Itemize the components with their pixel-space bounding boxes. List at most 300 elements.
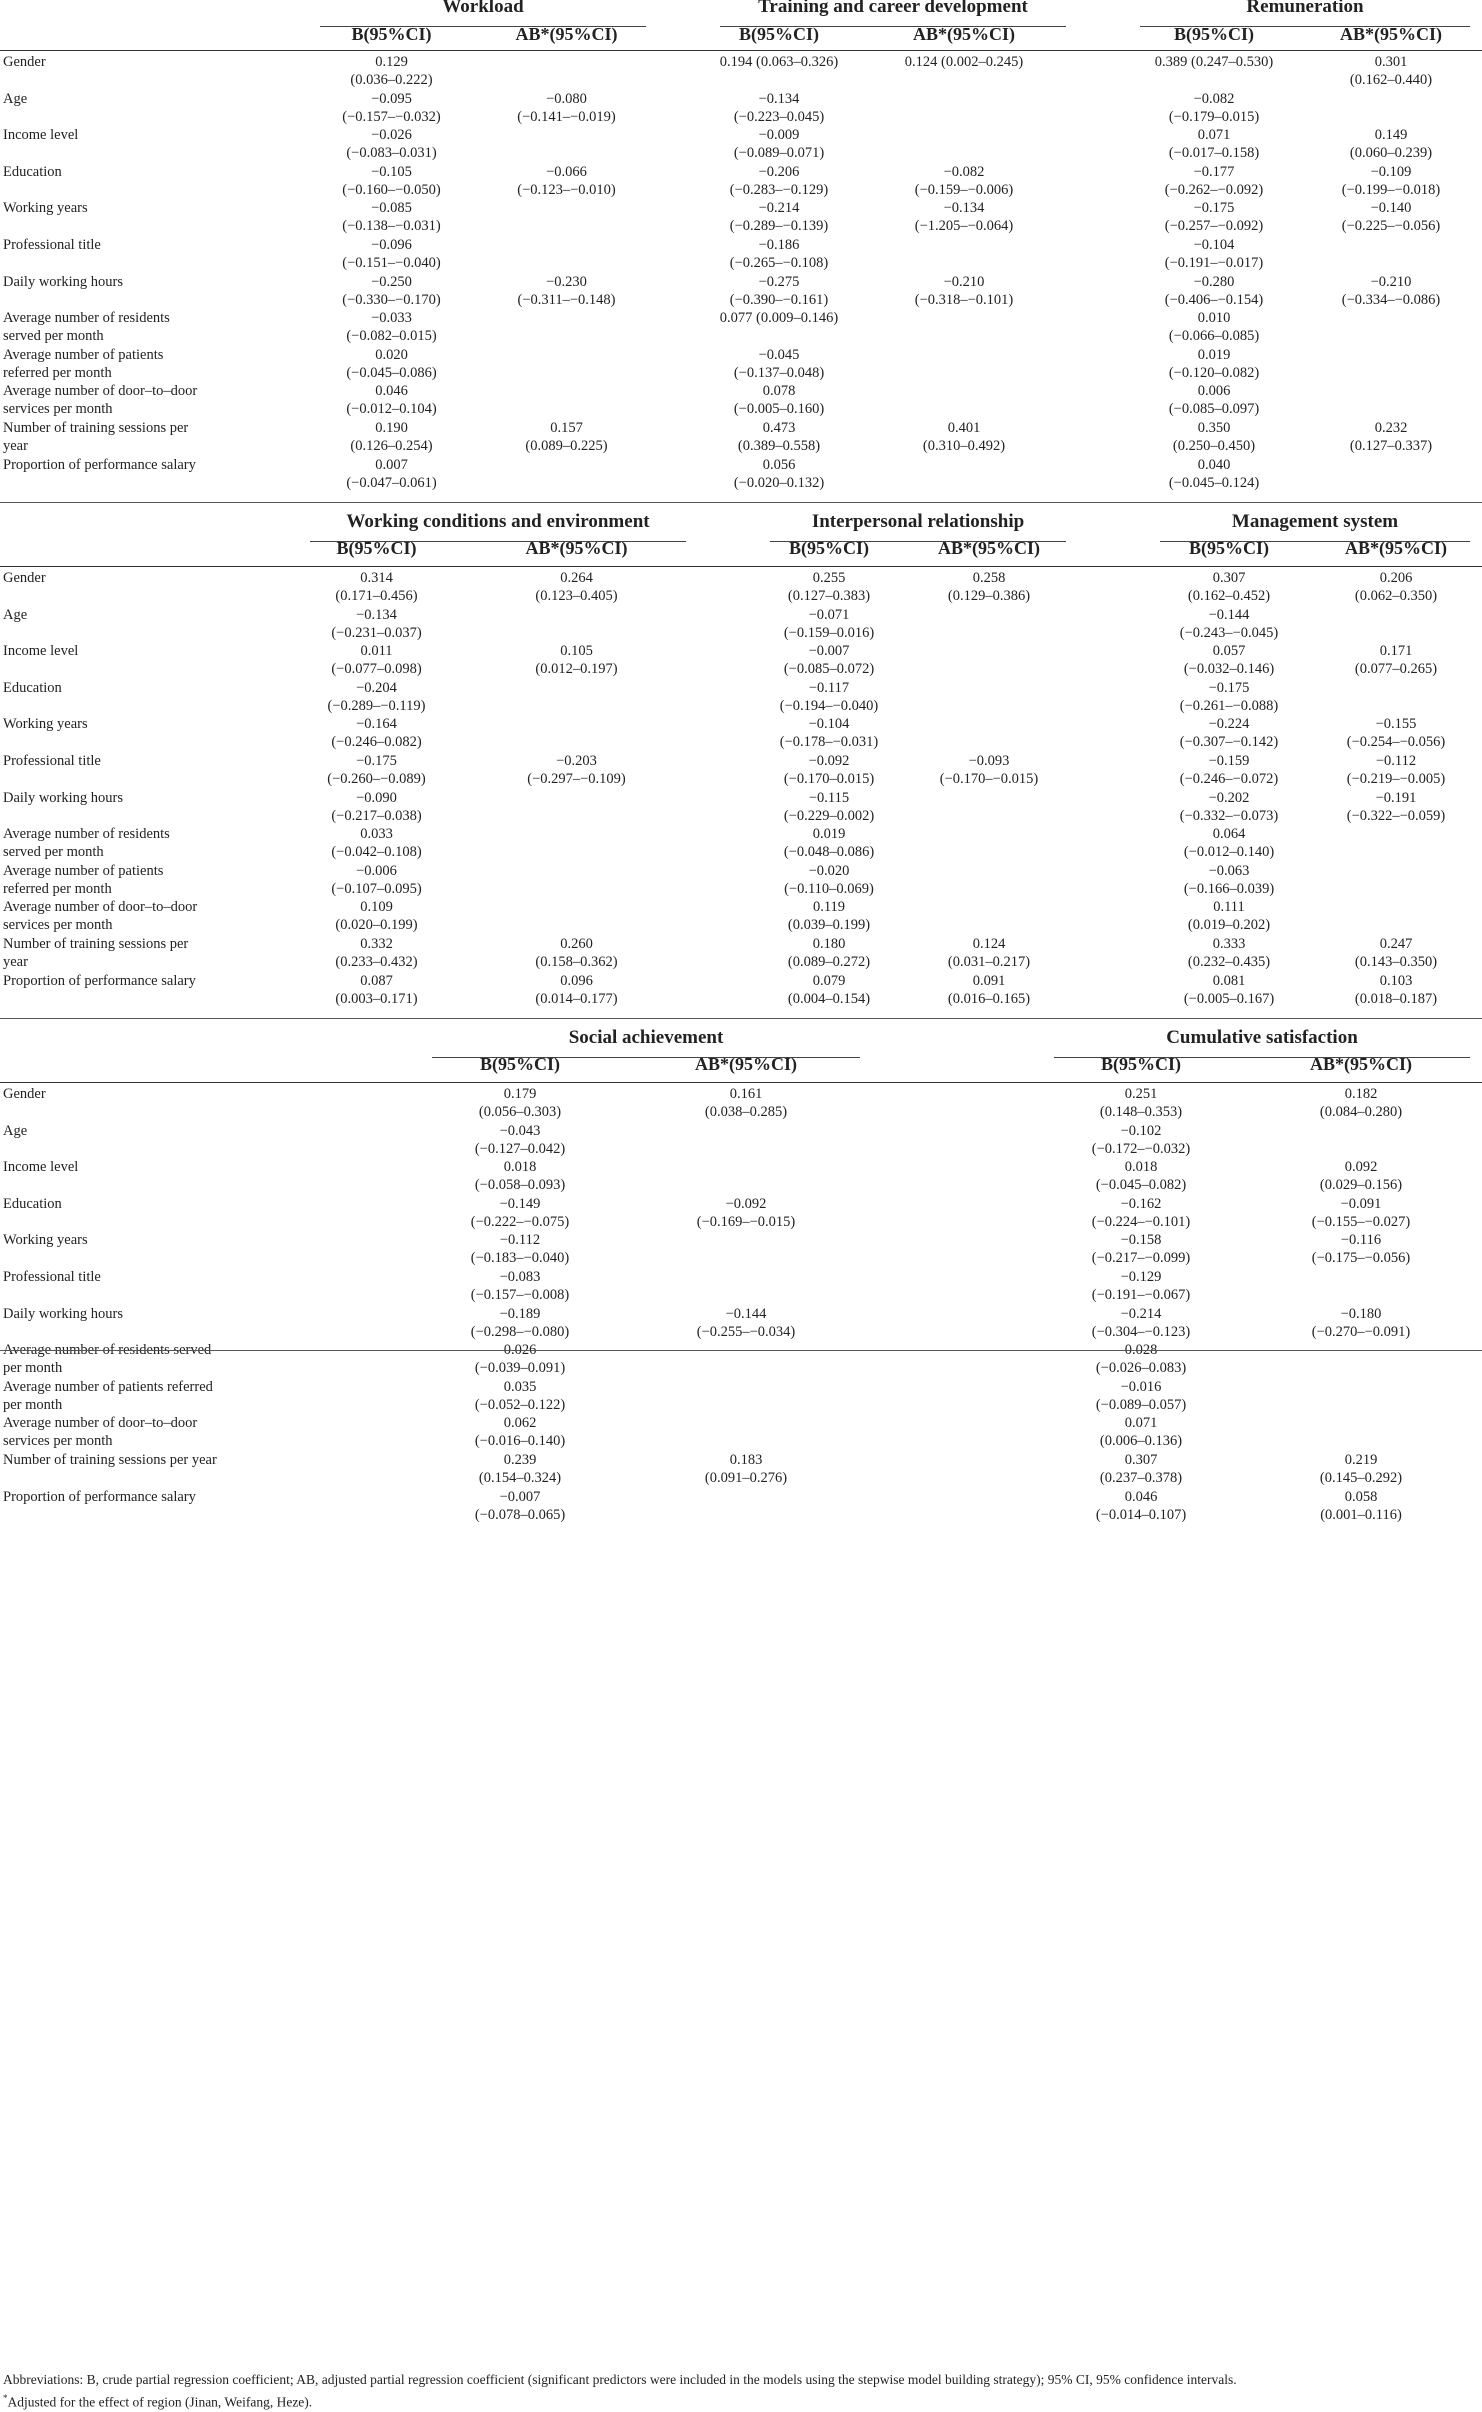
table-cell-ci: (0.123–0.405) bbox=[535, 588, 618, 604]
table-cell-ci: (−0.160–−0.050) bbox=[342, 181, 441, 198]
table-cell-estimate: −0.129 bbox=[1120, 1269, 1162, 1285]
table-cell-estimate: −0.116 bbox=[1340, 1232, 1382, 1249]
table-cell-estimate: −0.275 bbox=[758, 273, 800, 290]
table-cell-estimate: −0.063 bbox=[1208, 862, 1250, 879]
table-cell-estimate: 0.077 (0.009–0.146) bbox=[719, 310, 839, 327]
table-cell-ci: (−0.298–−0.080) bbox=[470, 1323, 570, 1340]
panel-bottom-rule bbox=[0, 1018, 1482, 1019]
table-cell-estimate: −0.149 bbox=[499, 1195, 541, 1212]
table-cell-estimate: −0.104 bbox=[808, 716, 850, 733]
table-cell-estimate: 0.046 bbox=[1124, 1488, 1158, 1505]
table-cell-estimate: 0.251 bbox=[1124, 1086, 1158, 1102]
row-label: Daily working hours bbox=[3, 273, 124, 290]
table-cell-ci: (−0.304–−0.123) bbox=[1091, 1323, 1191, 1340]
row-label: Average number of door–to–door bbox=[3, 899, 198, 916]
table-cell-ci: (−0.120–0.082) bbox=[1168, 364, 1260, 381]
table-cell-estimate: 0.071 bbox=[1124, 1415, 1158, 1432]
row-label: Income level bbox=[3, 1159, 79, 1176]
column-header-b: B(95%CI) bbox=[789, 538, 869, 558]
row-label: Working years bbox=[3, 200, 88, 217]
table-cell-ci: (0.004–0.154) bbox=[787, 990, 871, 1007]
row-label-continued: served per month bbox=[3, 328, 104, 345]
table-cell-ci: (−0.014–0.107) bbox=[1095, 1506, 1187, 1523]
row-label-continued: services per month bbox=[3, 917, 113, 934]
table-cell-estimate: 0.194 (0.063–0.326) bbox=[719, 54, 839, 70]
table-cell-estimate: −0.009 bbox=[758, 127, 800, 144]
table-cell-estimate: 0.239 bbox=[503, 1452, 537, 1468]
table-cell-estimate: 0.109 bbox=[360, 899, 393, 916]
row-label-continued: services per month bbox=[3, 401, 113, 418]
table-cell-estimate: 0.179 bbox=[503, 1086, 537, 1102]
row-label: Professional title bbox=[3, 237, 101, 253]
table-cell-ci: (0.060–0.239) bbox=[1349, 145, 1433, 162]
table-cell-ci: (0.014–0.177) bbox=[535, 990, 618, 1007]
table-cell-estimate: −0.155 bbox=[1375, 716, 1417, 733]
table-cell-ci: (0.233–0.432) bbox=[335, 954, 418, 970]
table-cell-estimate: −0.191 bbox=[1375, 789, 1417, 806]
table-cell-estimate: 0.180 bbox=[812, 936, 846, 952]
row-label: Professional title bbox=[3, 753, 101, 769]
asterisk-mark: * bbox=[3, 2393, 8, 2403]
group-title-working-conditions-and-environment: Working conditions and environment bbox=[346, 511, 650, 532]
table-cell-estimate: −0.066 bbox=[546, 163, 587, 180]
table-cell-estimate: 0.111 bbox=[1213, 899, 1245, 916]
table-cell-estimate: 0.056 bbox=[762, 456, 796, 473]
table-cell-estimate: 0.157 bbox=[550, 420, 583, 436]
row-label: Gender bbox=[3, 54, 46, 70]
table-cell-ci: (−0.191–−0.067) bbox=[1091, 1287, 1191, 1303]
table-cell-estimate: −0.020 bbox=[808, 862, 850, 879]
row-label: Age bbox=[3, 90, 28, 107]
row-label: Education bbox=[3, 163, 62, 180]
table-cell-estimate: 0.255 bbox=[812, 570, 846, 586]
table-cell-estimate: 0.078 bbox=[762, 383, 796, 400]
table-cell-estimate: 0.401 bbox=[947, 420, 981, 436]
table-cell-estimate: 0.124 bbox=[972, 936, 1006, 952]
table-cell-estimate: 0.301 bbox=[1374, 54, 1408, 70]
column-header-ab: AB*(95%CI) bbox=[1310, 1054, 1412, 1074]
table-cell-ci: (−0.246–0.082) bbox=[331, 734, 422, 751]
table-cell-estimate: 0.019 bbox=[812, 826, 846, 843]
table-cell-estimate: −0.175 bbox=[356, 753, 397, 769]
table-cell-estimate: −0.177 bbox=[1193, 163, 1235, 180]
table-cell-estimate: 0.020 bbox=[375, 346, 408, 363]
row-label: Working years bbox=[3, 716, 88, 733]
table-cell-ci: (0.389–0.558) bbox=[737, 438, 821, 454]
table-cell-ci: (−0.289–−0.119) bbox=[327, 697, 426, 714]
table-cell-estimate: 0.258 bbox=[972, 570, 1006, 586]
row-label: Average number of patients referred bbox=[3, 1378, 213, 1395]
table-cell-estimate: −0.175 bbox=[1193, 200, 1235, 217]
table-cell-ci: (0.162–0.440) bbox=[1349, 72, 1433, 88]
table-cell-ci: (−0.155–−0.027) bbox=[1311, 1213, 1411, 1230]
table-cell-estimate: 0.058 bbox=[1344, 1488, 1378, 1505]
table-cell-estimate: −0.105 bbox=[371, 163, 412, 180]
row-label: Proportion of performance salary bbox=[3, 456, 196, 473]
table-cell-ci: (−0.032–0.146) bbox=[1183, 661, 1275, 678]
group-title-social-achievement: Social achievement bbox=[568, 1027, 724, 1048]
table-cell-ci: (−0.078–0.065) bbox=[474, 1506, 566, 1523]
table-cell-estimate: −0.092 bbox=[725, 1195, 767, 1212]
abbreviations-note: Abbreviations: B, crude partial regression coefficient; AB, adjusted partial regression coefficient (significant predictors were included in the models using the stepwise model building strategy); 95% CI, 95% confidence intervals. bbox=[3, 2372, 1237, 2387]
table-cell-ci: (−0.297–−0.109) bbox=[527, 771, 626, 787]
table-cell-ci: (−0.166–0.039) bbox=[1183, 880, 1275, 897]
table-cell-estimate: −0.189 bbox=[499, 1305, 541, 1322]
table-cell-estimate: 0.190 bbox=[375, 420, 408, 436]
table-cell-estimate: −0.202 bbox=[1208, 789, 1250, 806]
table-cell-ci: (−0.045–0.086) bbox=[346, 364, 437, 381]
table-cell-estimate: 0.087 bbox=[360, 972, 393, 989]
table-cell-ci: (−0.330–−0.170) bbox=[342, 291, 441, 308]
table-cell-estimate: −0.206 bbox=[758, 163, 800, 180]
group-title-management-system: Management system bbox=[1231, 511, 1399, 532]
row-label: Number of training sessions per year bbox=[3, 1452, 217, 1468]
table-cell-estimate: 0.232 bbox=[1374, 420, 1408, 436]
table-cell-ci: (−0.045–0.082) bbox=[1095, 1177, 1187, 1194]
group-title-workload: Workload bbox=[442, 0, 524, 17]
table-cell-ci: (−0.170–−0.015) bbox=[939, 771, 1039, 787]
row-label: Professional title bbox=[3, 1269, 101, 1285]
table-cell-estimate: −0.096 bbox=[371, 237, 412, 253]
table-cell-estimate: 0.247 bbox=[1379, 936, 1413, 952]
panel-bottom-rule bbox=[0, 1350, 1482, 1351]
table-cell-ci: (0.250–0.450) bbox=[1172, 438, 1256, 454]
table-cell-estimate: 0.149 bbox=[1374, 127, 1408, 144]
table-cell-estimate: 0.103 bbox=[1379, 972, 1413, 989]
table-cell-ci: (−0.262–−0.092) bbox=[1164, 181, 1264, 198]
table-cell-ci: (−0.219–−0.005) bbox=[1346, 771, 1446, 787]
row-label: Average number of patients bbox=[3, 862, 164, 879]
table-cell-ci: (0.084–0.280) bbox=[1319, 1104, 1403, 1120]
table-cell-ci: (0.016–0.165) bbox=[947, 990, 1031, 1007]
table-cell-ci: (−0.127–0.042) bbox=[474, 1140, 566, 1157]
table-cell-estimate: 0.314 bbox=[360, 570, 393, 586]
table-cell-ci: (−0.045–0.124) bbox=[1168, 474, 1260, 491]
table-cell-estimate: 0.019 bbox=[1197, 346, 1231, 363]
table-cell-ci: (−0.178–−0.031) bbox=[779, 734, 879, 751]
table-cell-ci: (−0.243–−0.045) bbox=[1179, 624, 1279, 641]
table-cell-estimate: −0.140 bbox=[1370, 200, 1412, 217]
table-cell-ci: (0.006–0.136) bbox=[1099, 1433, 1183, 1450]
table-cell-ci: (0.089–0.272) bbox=[787, 954, 871, 970]
table-cell-estimate: −0.214 bbox=[1120, 1305, 1162, 1322]
table-cell-estimate: −0.280 bbox=[1193, 273, 1235, 290]
table-cell-ci: (−0.283–−0.129) bbox=[729, 181, 829, 198]
table-cell-estimate: −0.159 bbox=[1208, 753, 1250, 769]
table-cell-estimate: −0.117 bbox=[808, 679, 850, 696]
table-cell-ci: (0.171–0.456) bbox=[335, 588, 418, 604]
table-cell-ci: (−0.020–0.132) bbox=[733, 474, 825, 491]
table-cell-estimate: −0.134 bbox=[758, 90, 800, 107]
row-label: Age bbox=[3, 1122, 28, 1139]
table-cell-ci: (−0.012–0.104) bbox=[346, 401, 437, 418]
table-cell-estimate: −0.112 bbox=[499, 1232, 541, 1249]
table-cell-estimate: −0.043 bbox=[499, 1122, 541, 1139]
table-cell-estimate: 0.389 (0.247–0.530) bbox=[1154, 54, 1274, 70]
adjustment-text: Adjusted for the effect of region (Jinan, Weifang, Heze). bbox=[7, 2394, 313, 2410]
table-cell-estimate: 0.026 bbox=[503, 1342, 537, 1359]
group-title-remuneration: Remuneration bbox=[1246, 0, 1364, 17]
table-cell-ci: (−0.255–−0.034) bbox=[696, 1323, 796, 1340]
table-cell-estimate: −0.033 bbox=[371, 310, 412, 327]
table-cell-ci: (0.018–0.187) bbox=[1354, 990, 1438, 1007]
table-cell-ci: (0.029–0.156) bbox=[1319, 1177, 1403, 1194]
adjustment-note bbox=[3, 2389, 1473, 2412]
table-cell-ci: (−0.089–0.057) bbox=[1095, 1396, 1187, 1413]
table-cell-ci: (0.232–0.435) bbox=[1187, 954, 1271, 970]
table-cell-ci: (−0.107–0.095) bbox=[331, 880, 422, 897]
table-cell-ci: (0.162–0.452) bbox=[1187, 588, 1271, 604]
table-cell-ci: (−0.138–−0.031) bbox=[342, 218, 441, 235]
table-cell-ci: (−0.217–0.038) bbox=[331, 807, 422, 824]
table-cell-ci: (−0.257–−0.092) bbox=[1164, 218, 1264, 235]
table-cell-estimate: 0.018 bbox=[1124, 1159, 1158, 1176]
row-label: Income level bbox=[3, 127, 79, 144]
table-cell-estimate: 0.033 bbox=[360, 826, 393, 843]
table-cell-estimate: −0.214 bbox=[758, 200, 800, 217]
row-label-continued: per month bbox=[3, 1360, 63, 1377]
table-cell-ci: (−0.085–0.097) bbox=[1168, 401, 1260, 418]
table-cell-ci: (−0.077–0.098) bbox=[331, 661, 422, 678]
table-cell-estimate: −0.104 bbox=[1193, 237, 1235, 253]
table-cell-ci: (−0.191–−0.017) bbox=[1164, 255, 1264, 271]
table-cell-ci: (−0.224–−0.101) bbox=[1091, 1213, 1191, 1230]
table-cell-ci: (−0.159–−0.006) bbox=[914, 181, 1014, 198]
row-label-continued: year bbox=[3, 954, 28, 970]
table-cell-estimate: 0.171 bbox=[1379, 643, 1413, 660]
row-label-continued: referred per month bbox=[3, 364, 112, 381]
table-cell-estimate: 0.062 bbox=[503, 1415, 537, 1432]
table-cell-estimate: −0.071 bbox=[808, 606, 850, 623]
table-cell-ci: (0.158–0.362) bbox=[535, 954, 618, 970]
table-cell-ci: (0.077–0.265) bbox=[1354, 661, 1438, 678]
table-cell-ci: (−0.005–0.167) bbox=[1183, 990, 1275, 1007]
table-cell-estimate: −0.091 bbox=[1340, 1195, 1382, 1212]
table-cell-ci: (−0.151–−0.040) bbox=[342, 255, 441, 271]
table-cell-estimate: −0.134 bbox=[943, 200, 985, 217]
column-header-ab: AB*(95%CI) bbox=[525, 538, 628, 558]
table-cell-estimate: 0.332 bbox=[360, 936, 393, 952]
column-header-ab: AB*(95%CI) bbox=[913, 24, 1015, 44]
row-label: Income level bbox=[3, 643, 79, 660]
table-cell-ci: (−0.334–−0.086) bbox=[1341, 291, 1441, 308]
table-cell-ci: (−0.047–0.061) bbox=[346, 474, 437, 491]
table-cell-ci: (−0.042–0.108) bbox=[331, 844, 422, 861]
row-label: Number of training sessions per bbox=[3, 936, 189, 952]
row-label: Working years bbox=[3, 1232, 88, 1249]
column-header-b: B(95%CI) bbox=[336, 538, 417, 558]
table-cell-estimate: −0.162 bbox=[1120, 1195, 1162, 1212]
table-cell-estimate: 0.035 bbox=[503, 1378, 537, 1395]
table-cell-estimate: −0.085 bbox=[371, 200, 412, 217]
table-cell-ci: (−0.217–−0.099) bbox=[1091, 1250, 1191, 1267]
table-cell-estimate: 0.119 bbox=[812, 899, 846, 916]
table-cell-ci: (−0.265–−0.108) bbox=[729, 255, 829, 271]
row-label: Gender bbox=[3, 570, 46, 586]
column-header-b: B(95%CI) bbox=[480, 1054, 560, 1074]
row-label: Education bbox=[3, 1195, 62, 1212]
panel-bottom-rule bbox=[0, 502, 1482, 503]
table-cell-ci: (−0.026–0.083) bbox=[1095, 1360, 1187, 1377]
table-cell-ci: (0.129–0.386) bbox=[947, 588, 1031, 604]
group-title-interpersonal-relationship: Interpersonal relationship bbox=[811, 511, 1025, 532]
table-cell-estimate: 0.473 bbox=[762, 420, 796, 436]
table-cell-ci: (−1.205–−0.064) bbox=[914, 218, 1014, 235]
table-cell-estimate: 0.264 bbox=[560, 570, 593, 586]
table-cell-estimate: −0.026 bbox=[371, 127, 412, 144]
table-cell-estimate: −0.045 bbox=[758, 346, 800, 363]
table-cell-ci: (0.020–0.199) bbox=[335, 917, 418, 934]
table-cell-estimate: −0.007 bbox=[499, 1488, 541, 1505]
table-cell-ci: (−0.172–−0.032) bbox=[1091, 1140, 1191, 1157]
table-cell-estimate: −0.204 bbox=[356, 679, 397, 696]
table-cell-ci: (0.019–0.202) bbox=[1187, 917, 1271, 934]
table-cell-ci: (−0.222–−0.075) bbox=[470, 1213, 570, 1230]
table-cell-ci: (0.056–0.303) bbox=[478, 1104, 562, 1120]
table-cell-estimate: 0.124 (0.002–0.245) bbox=[904, 54, 1024, 70]
group-title-cumulative-satisfaction: Cumulative satisfaction bbox=[1166, 1027, 1358, 1048]
row-label: Proportion of performance salary bbox=[3, 1488, 196, 1505]
table-cell-ci: (0.310–0.492) bbox=[922, 438, 1006, 454]
table-cell-ci: (−0.229–0.002) bbox=[783, 807, 875, 824]
table-cell-estimate: 0.046 bbox=[375, 383, 408, 400]
table-cell-ci: (−0.332–−0.073) bbox=[1179, 807, 1279, 824]
table-cell-ci: (−0.254–−0.056) bbox=[1346, 734, 1446, 751]
table-cell-estimate: 0.010 bbox=[1197, 310, 1231, 327]
table-cell-estimate: −0.082 bbox=[1193, 90, 1235, 107]
column-header-b: B(95%CI) bbox=[1174, 24, 1254, 44]
row-label: Proportion of performance salary bbox=[3, 972, 196, 989]
column-header-ab: AB*(95%CI) bbox=[938, 538, 1040, 558]
table-cell-estimate: −0.164 bbox=[356, 716, 397, 733]
row-label: Average number of residents bbox=[3, 826, 170, 843]
row-label-continued: year bbox=[3, 438, 28, 454]
table-cell-estimate: 0.206 bbox=[1379, 570, 1413, 586]
row-label-continued: served per month bbox=[3, 844, 104, 861]
row-label: Average number of patients bbox=[3, 346, 164, 363]
table-cell-ci: (−0.083–0.031) bbox=[346, 145, 437, 162]
table-cell-ci: (−0.141–−0.019) bbox=[517, 108, 616, 125]
table-cell-ci: (0.001–0.116) bbox=[1320, 1506, 1402, 1523]
row-label: Number of training sessions per bbox=[3, 420, 189, 436]
table-cell-estimate: 0.091 bbox=[972, 972, 1006, 989]
table-cell-ci: (0.012–0.197) bbox=[535, 661, 618, 678]
table-cell-ci: (0.148–0.353) bbox=[1099, 1104, 1183, 1120]
table-cell-ci: (−0.307–−0.142) bbox=[1179, 734, 1279, 751]
table-cell-ci: (−0.137–0.048) bbox=[733, 364, 825, 381]
table-cell-ci: (0.127–0.383) bbox=[787, 588, 871, 604]
row-label-continued: referred per month bbox=[3, 880, 112, 897]
table-cell-ci: (0.143–0.350) bbox=[1354, 954, 1438, 970]
row-label: Daily working hours bbox=[3, 789, 124, 806]
table-cell-estimate: 0.219 bbox=[1344, 1452, 1378, 1468]
table-cell-estimate: 0.079 bbox=[812, 972, 846, 989]
table-cell-ci: (0.091–0.276) bbox=[704, 1470, 788, 1486]
table-cell-estimate: 0.028 bbox=[1124, 1342, 1158, 1359]
table-cell-estimate: −0.144 bbox=[725, 1305, 767, 1322]
table-cell-ci: (0.089–0.225) bbox=[525, 438, 608, 454]
table-cell-estimate: −0.095 bbox=[371, 90, 412, 107]
table-cell-estimate: 0.333 bbox=[1212, 936, 1246, 952]
table-cell-estimate: 0.183 bbox=[729, 1452, 763, 1468]
table-cell-ci: (0.036–0.222) bbox=[350, 72, 433, 88]
table-cell-ci: (−0.261–−0.088) bbox=[1179, 697, 1279, 714]
column-header-ab: AB*(95%CI) bbox=[1345, 538, 1447, 558]
table-cell-estimate: −0.083 bbox=[499, 1269, 541, 1285]
table-cell-ci: (0.003–0.171) bbox=[335, 990, 418, 1007]
table-cell-ci: (−0.157–−0.032) bbox=[342, 108, 441, 125]
table-cell-estimate: 0.307 bbox=[1124, 1452, 1158, 1468]
row-label: Average number of residents served bbox=[3, 1342, 212, 1359]
table-cell-estimate: −0.210 bbox=[1370, 273, 1412, 290]
table-cell-estimate: 0.092 bbox=[1344, 1159, 1378, 1176]
table-cell-ci: (0.038–0.285) bbox=[704, 1104, 788, 1120]
table-cell-estimate: −0.092 bbox=[808, 753, 850, 769]
table-cell-ci: (0.154–0.324) bbox=[478, 1470, 562, 1486]
table-cell-estimate: 0.161 bbox=[729, 1086, 763, 1102]
table-cell-ci: (0.039–0.199) bbox=[787, 917, 871, 934]
table-cell-estimate: −0.180 bbox=[1340, 1305, 1382, 1322]
table-cell-ci: (0.145–0.292) bbox=[1319, 1470, 1403, 1486]
table-cell-ci: (−0.012–0.140) bbox=[1183, 844, 1275, 861]
table-cell-ci: (−0.169–−0.015) bbox=[696, 1213, 796, 1230]
table-cell-estimate: −0.090 bbox=[356, 789, 397, 806]
table-cell-ci: (−0.039–0.091) bbox=[474, 1360, 566, 1377]
row-label: Average number of door–to–door bbox=[3, 1415, 198, 1432]
table-cell-ci: (−0.175–−0.056) bbox=[1311, 1250, 1411, 1267]
table-cell-estimate: −0.115 bbox=[808, 789, 850, 806]
table-cell-ci: (−0.052–0.122) bbox=[474, 1396, 566, 1413]
table-cell-estimate: 0.071 bbox=[1197, 127, 1231, 144]
table-cell-ci: (−0.223–0.045) bbox=[733, 108, 825, 125]
table-footnotes bbox=[3, 2370, 1473, 2412]
table-cell-estimate: −0.224 bbox=[1208, 716, 1250, 733]
table-cell-ci: (−0.005–0.160) bbox=[733, 401, 825, 418]
table-cell-estimate: 0.105 bbox=[560, 643, 593, 660]
table-cell-estimate: −0.158 bbox=[1120, 1232, 1162, 1249]
table-cell-ci: (−0.183–−0.040) bbox=[470, 1250, 570, 1267]
table-cell-estimate: −0.134 bbox=[356, 606, 397, 623]
table-cell-ci: (−0.311–−0.148) bbox=[517, 291, 616, 308]
column-header-b: B(95%CI) bbox=[351, 24, 432, 44]
table-cell-estimate: −0.175 bbox=[1208, 679, 1250, 696]
row-label: Daily working hours bbox=[3, 1305, 124, 1322]
table-cell-ci: (0.062–0.350) bbox=[1354, 588, 1438, 604]
table-cell-estimate: −0.007 bbox=[808, 643, 850, 660]
table-cell-ci: (−0.194–−0.040) bbox=[779, 697, 879, 714]
row-label: Gender bbox=[3, 1086, 46, 1102]
table-cell-estimate: −0.102 bbox=[1120, 1122, 1162, 1139]
column-header-b: B(95%CI) bbox=[1101, 1054, 1181, 1074]
table-cell-estimate: 0.064 bbox=[1212, 826, 1246, 843]
table-cell-ci: (−0.170–0.015) bbox=[783, 771, 875, 787]
table-cell-estimate: 0.006 bbox=[1197, 383, 1231, 400]
table-cell-ci: (−0.017–0.158) bbox=[1168, 145, 1260, 162]
table-cell-ci: (−0.390–−0.161) bbox=[729, 291, 829, 308]
table-cell-estimate: −0.144 bbox=[1208, 606, 1250, 623]
column-header-b: B(95%CI) bbox=[739, 24, 819, 44]
table-cell-ci: (−0.231–0.037) bbox=[331, 624, 422, 641]
row-label-continued: services per month bbox=[3, 1433, 113, 1450]
table-cell-ci: (−0.085–0.072) bbox=[783, 661, 875, 678]
row-label: Average number of door–to–door bbox=[3, 383, 198, 400]
table-cell-ci: (−0.260–−0.089) bbox=[327, 771, 426, 787]
table-cell-ci: (−0.179–0.015) bbox=[1168, 108, 1260, 125]
table-cell-estimate: 0.057 bbox=[1212, 643, 1246, 660]
table-cell-ci: (−0.157–−0.008) bbox=[470, 1287, 570, 1303]
table-cell-estimate: 0.007 bbox=[375, 456, 408, 473]
table-cell-estimate: −0.186 bbox=[758, 237, 800, 253]
